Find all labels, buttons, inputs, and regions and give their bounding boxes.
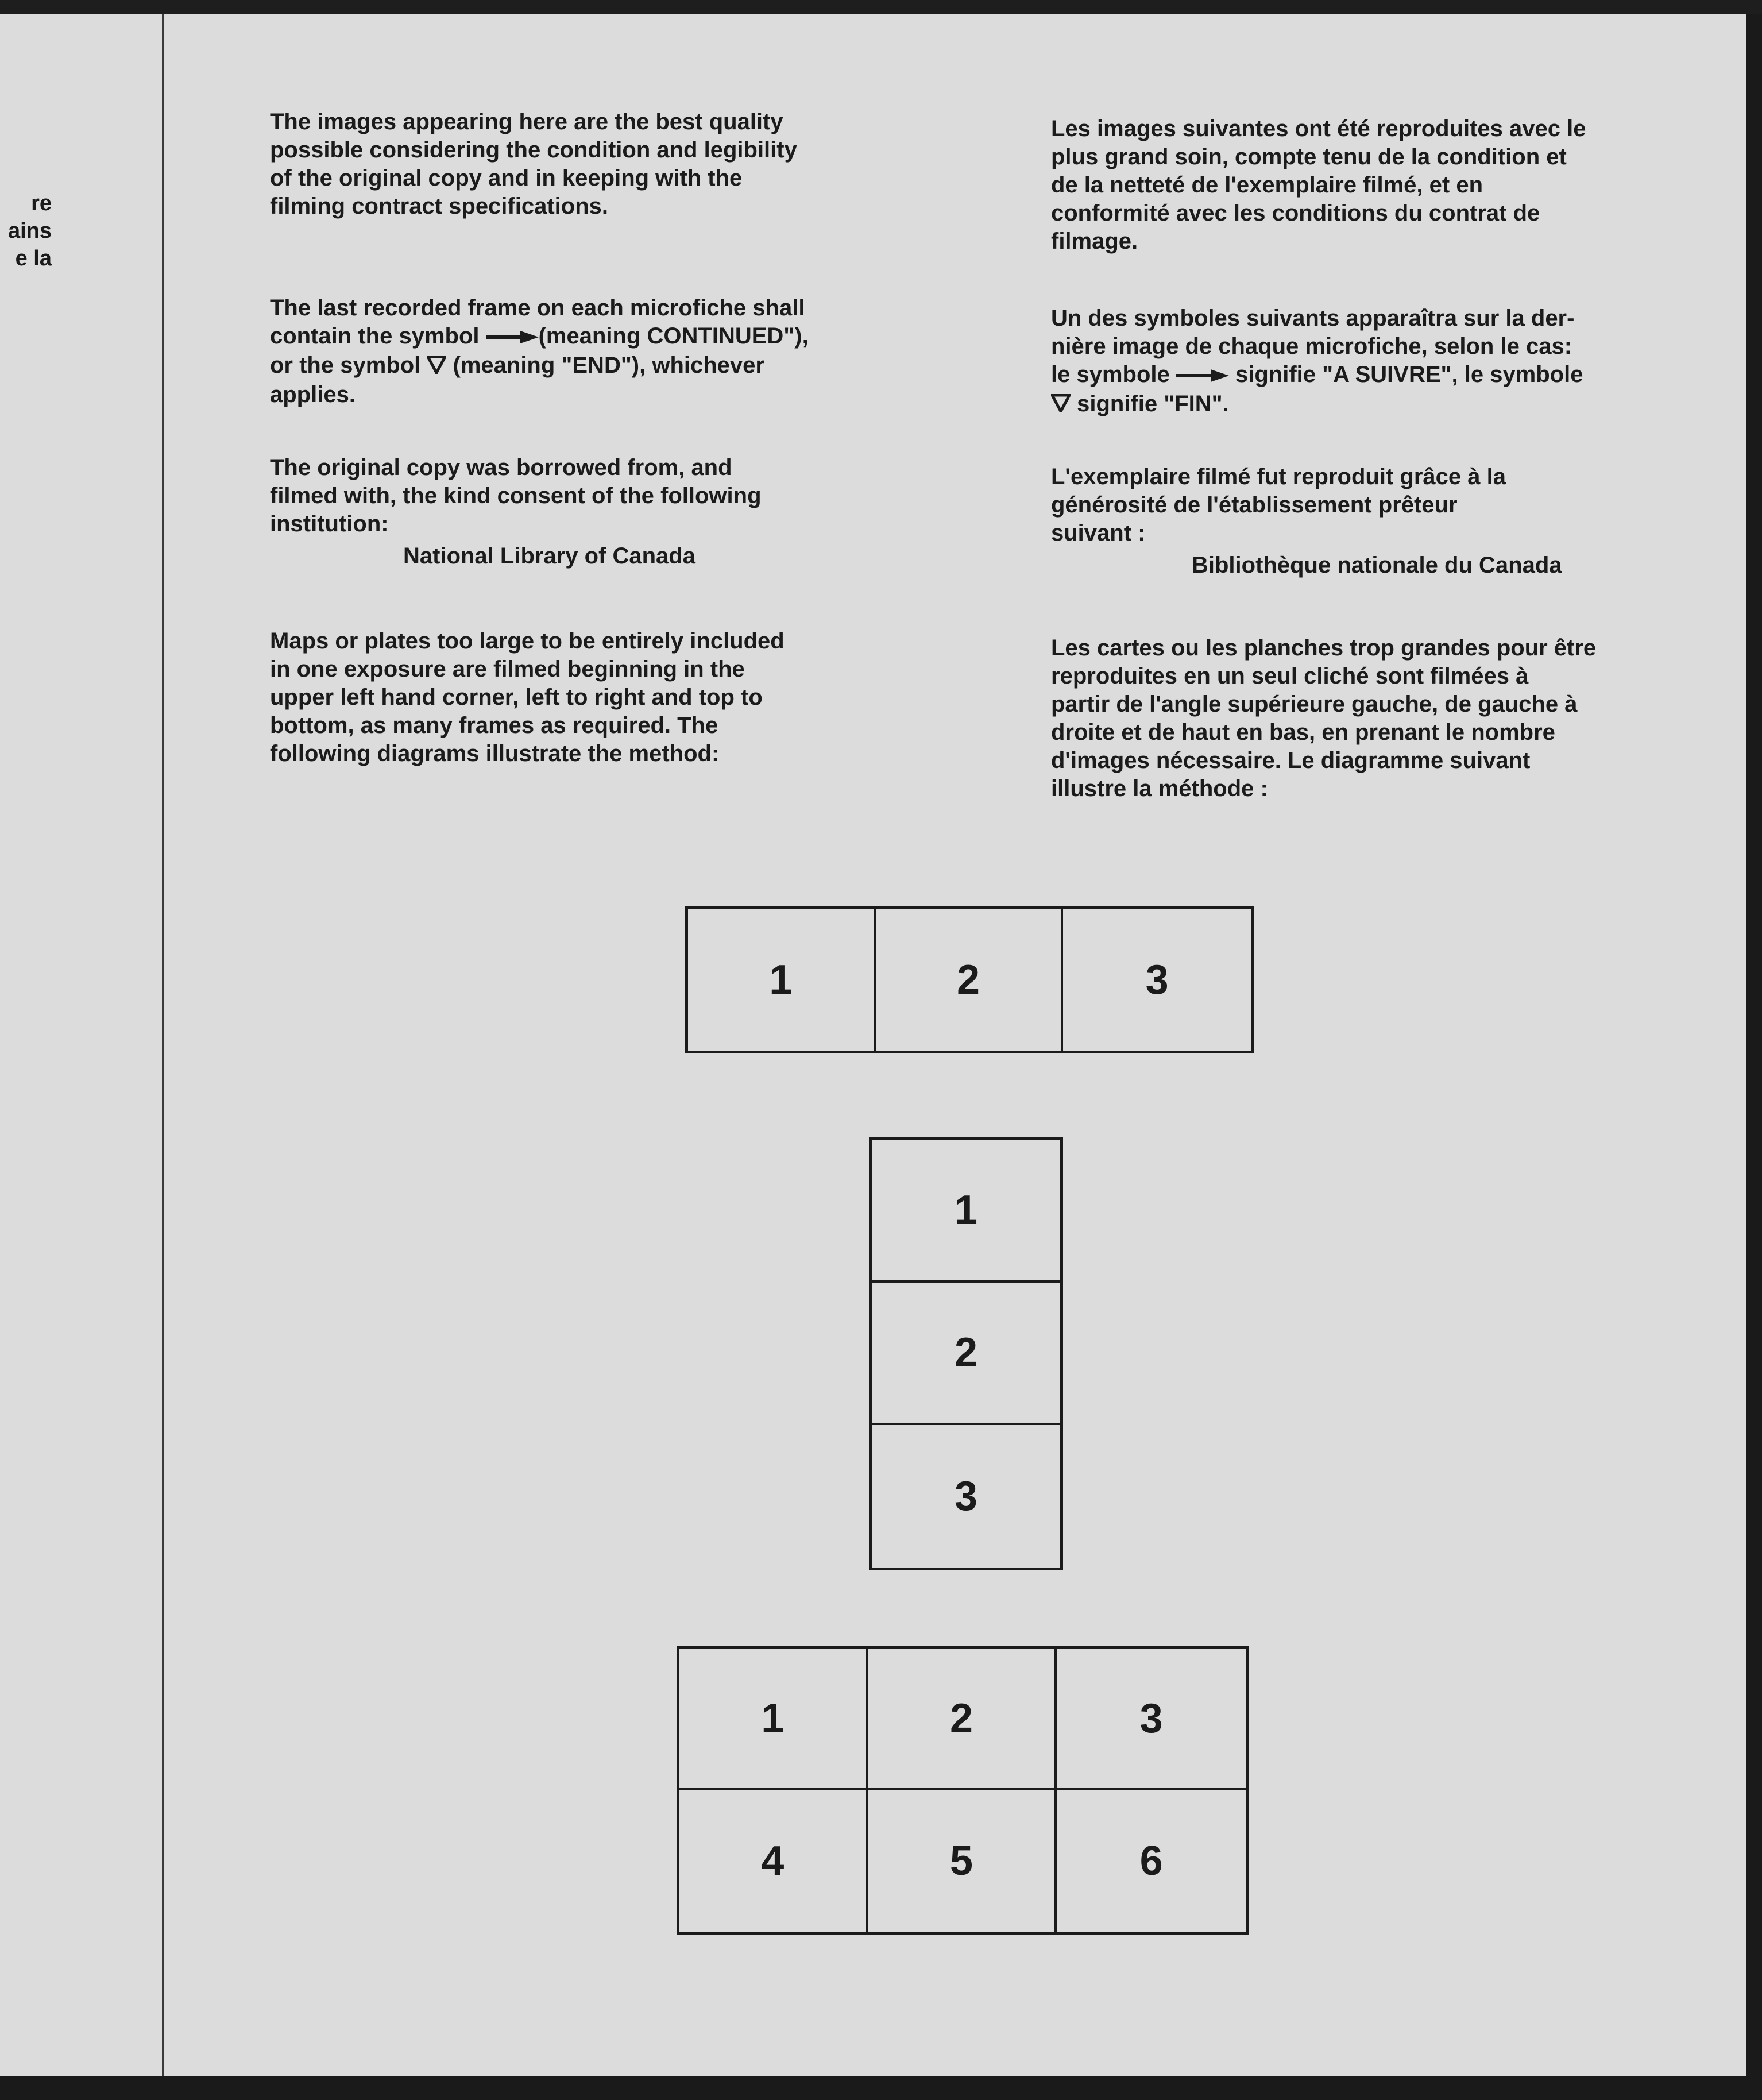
frame-cell: 1: [679, 1649, 868, 1790]
frame-cell: 4: [679, 1790, 868, 1932]
frame-cell: 2: [868, 1649, 1057, 1790]
margin-text-fragment: re ains e la: [7, 191, 52, 271]
triangle-down-icon: [427, 353, 446, 381]
en-maps-paragraph: Maps or plates too large to be entirely included in one exposure are filmed beginning in the upper left hand corner, left to right and top to bottom, as many frames as required. The following diagrams illustrate the method:: [270, 628, 785, 766]
frame-cell: 3: [1057, 1649, 1246, 1790]
arrow-right-icon: [486, 323, 539, 352]
fr-maps-paragraph: Les cartes ou les planches trop grandes pour être reproduites en un seul cliché sont filmées à partir de l'angle supérieure gauche, de gauche à droite et de haut en bas, en prenant le nombre d'images nécessaire. Le diagramme suivant illustre la méthode :: [1051, 635, 1597, 801]
fr-institution-name: Bibliothèque nationale du Canada: [1192, 553, 1562, 578]
en-institution-paragraph: The original copy was borrowed from, and filmed with, the kind consent of the following institution:: [270, 455, 762, 536]
diagram-horizontal-frames: [685, 906, 1254, 1053]
frame-cell: 2: [876, 909, 1064, 1051]
frame-cell: 5: [868, 1790, 1057, 1932]
diagram-grid-frames: [677, 1646, 1249, 1935]
frame-cell: 1: [688, 909, 876, 1051]
en-symbol-paragraph: The last recorded frame on each microfiche shall contain the symbol (meaning CONTINUED"), or the symbol (meaning "END"), whichever applies.: [270, 295, 809, 407]
frame-cell: 1: [872, 1140, 1060, 1283]
en-institution-name: National Library of Canada: [403, 543, 695, 569]
en-quality-paragraph: The images appearing here are the best quality possible considering the condition and legibility of the original copy and in keeping with the filming contract specifications.: [270, 109, 797, 219]
fr-symbol-paragraph: Un des symboles suivants apparaîtra sur la der- nière image de chaque microfiche, selon le cas: le symbole signifie "A SUIVRE", le symbole signifie "FIN".: [1051, 304, 1706, 419]
film-edge-right: [1746, 14, 1762, 2076]
triangle-down-icon: [1051, 391, 1071, 419]
frame-cell: 3: [954, 1473, 978, 1519]
fr-quality-paragraph: Les images suivantes ont été reproduites avec le plus grand soin, compte tenu de la condition et de la netteté de l'exemplaire filmé, et en conformité avec les conditions du contrat de filmage.: [1051, 116, 1586, 254]
film-edge-bottom: [0, 2076, 1762, 2100]
page-divider: [162, 14, 164, 2076]
arrow-right-icon: [1176, 362, 1229, 390]
frame-cell: 3: [1145, 957, 1169, 1003]
fr-institution-paragraph: L'exemplaire filmé fut reproduit grâce à la générosité de l'établissement prêteur suivant :: [1051, 464, 1506, 546]
diagram-vertical-frames: [869, 1137, 1063, 1570]
frame-cell: 6: [1139, 1838, 1163, 1884]
frame-cell: 2: [872, 1283, 1060, 1425]
